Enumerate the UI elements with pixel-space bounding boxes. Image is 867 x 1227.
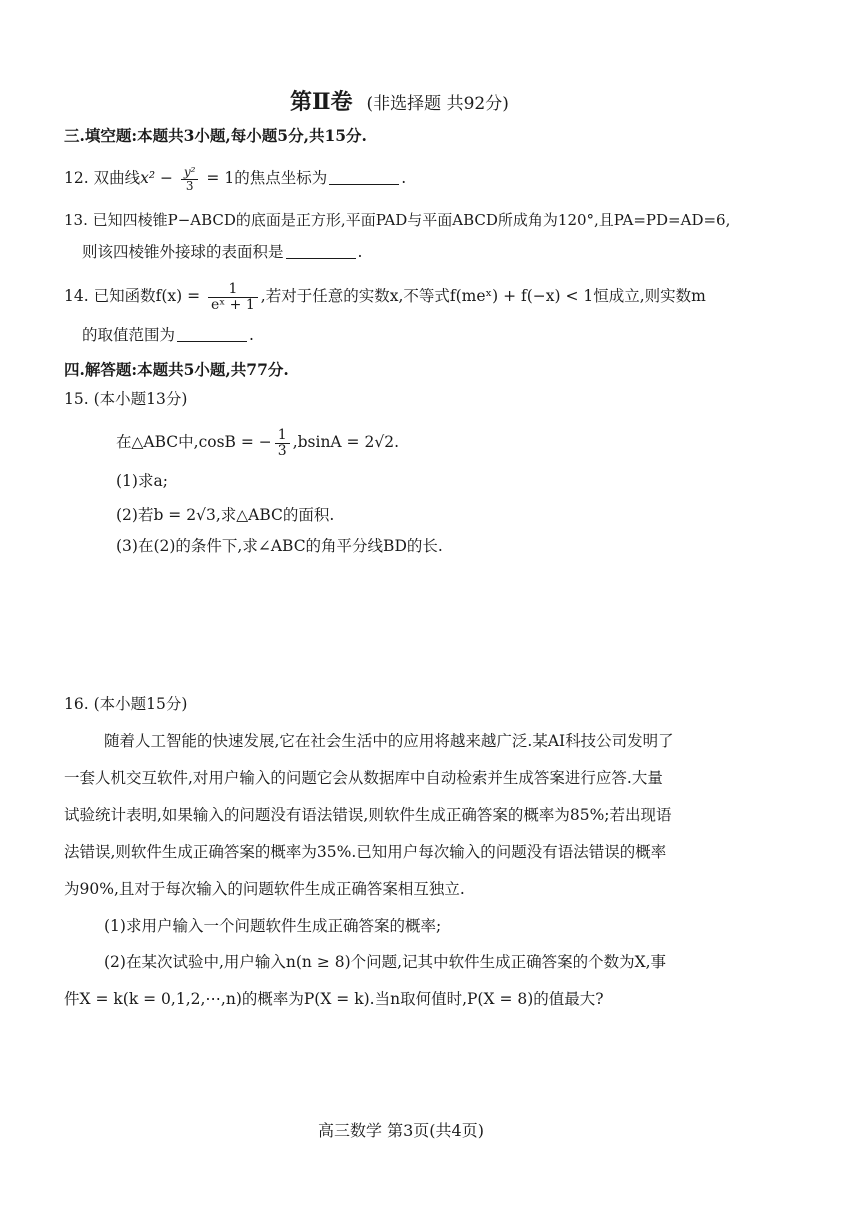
q14-answer-blank[interactable]: [177, 340, 247, 342]
q14-end: .: [249, 326, 254, 344]
q15-stem-prefix: 在△ABC中,cosB = −: [116, 433, 272, 452]
q13-end: .: [357, 243, 363, 261]
q12-frac-num: y²: [183, 165, 196, 179]
q16-part2-line1: (2)在某次试验中,用户输入n(n ≥ 8)个问题,记其中软件生成正确答案的个数为X,事: [104, 953, 667, 971]
page-footer: 高三数学 第3页(共4页): [318, 1121, 484, 1140]
q15-fraction: [275, 428, 290, 458]
q14-prefix: 14. 已知函数f(x) =: [64, 287, 201, 306]
section-title: [290, 91, 509, 113]
q14-fraction: [208, 282, 258, 312]
q14-frac-num: 1: [228, 281, 238, 297]
q15-part1: (1)求a;: [116, 472, 168, 490]
q15-stem: [116, 428, 399, 458]
q12-fraction: [181, 166, 199, 192]
q15-frac-num: 1: [277, 427, 287, 443]
q15-frac-den: 3: [275, 443, 290, 459]
q13-answer-blank[interactable]: [286, 257, 356, 259]
q12-prefix: 12. 双曲线: [64, 169, 141, 188]
q14-frac-den: eˣ + 1: [208, 297, 258, 313]
q13-line2-prefix: 则该四棱锥外接球的表面积是: [82, 243, 284, 261]
section4-heading: 四.解答题:本题共5小题,共77分.: [64, 360, 289, 379]
q12-suffix: = 1的焦点坐标为: [206, 169, 328, 188]
q16-label: 16. (本小题15分): [64, 695, 188, 713]
question-14: [64, 282, 706, 312]
q16-paragraph-line5: 为90%,且对于每次输入的问题软件生成正确答案相互独立.: [64, 880, 465, 898]
question-13-line2: [82, 245, 362, 261]
title-subtitle: (非选择题 共92分): [366, 94, 509, 114]
q16-paragraph-line4: 法错误,则软件生成正确答案的概率为35%.已知用户每次输入的问题没有语法错误的概率: [64, 843, 667, 861]
question-12: [64, 166, 406, 192]
section3-heading: 三.填空题:本题共3小题,每小题5分,共15分.: [64, 126, 367, 145]
q12-end: .: [401, 169, 407, 188]
q14-suffix: ,若对于任意的实数x,不等式f(meˣ) + f(−x) < 1恒成立,则实数m: [260, 287, 706, 306]
q15-label: 15. (本小题13分): [64, 390, 188, 408]
q16-paragraph-line2: 一套人机交互软件,对用户输入的问题它会从数据库中自动检索并生成答案进行应答.大量: [64, 769, 663, 787]
q16-paragraph-line1: 随着人工智能的快速发展,它在社会生活中的应用将越来越广泛.某AI科技公司发明了: [104, 732, 674, 750]
q16-part1: (1)求用户输入一个问题软件生成正确答案的概率;: [104, 917, 442, 935]
q15-part2: (2)若b = 2√3,求△ABC的面积.: [116, 506, 335, 524]
q16-paragraph-line3: 试验统计表明,如果输入的问题没有语法错误,则软件生成正确答案的概率为85%;若出现语: [64, 806, 672, 824]
q16-part2-line2: 件X = k(k = 0,1,2,⋯,n)的概率为P(X = k).当n取何值时,P(X = 8)的值最大?: [64, 990, 604, 1008]
q15-part3: (3)在(2)的条件下,求∠ABC的角平分线BD的长.: [116, 537, 443, 555]
question-14-line2: [82, 328, 254, 344]
q12-answer-blank[interactable]: [329, 183, 399, 185]
q15-stem-suffix: ,bsinA = 2√2.: [292, 433, 399, 452]
q14-line2-prefix: 的取值范围为: [82, 326, 176, 344]
q12-frac-den: 3: [181, 179, 199, 193]
q13-line1: 13. 已知四棱锥P−ABCD的底面是正方形,平面PAD与平面ABCD所成角为120°,且PA=PD=AD=6,: [64, 211, 731, 229]
q12-x-term: x² −: [140, 169, 173, 188]
title-main: 第Ⅱ卷: [290, 89, 353, 115]
